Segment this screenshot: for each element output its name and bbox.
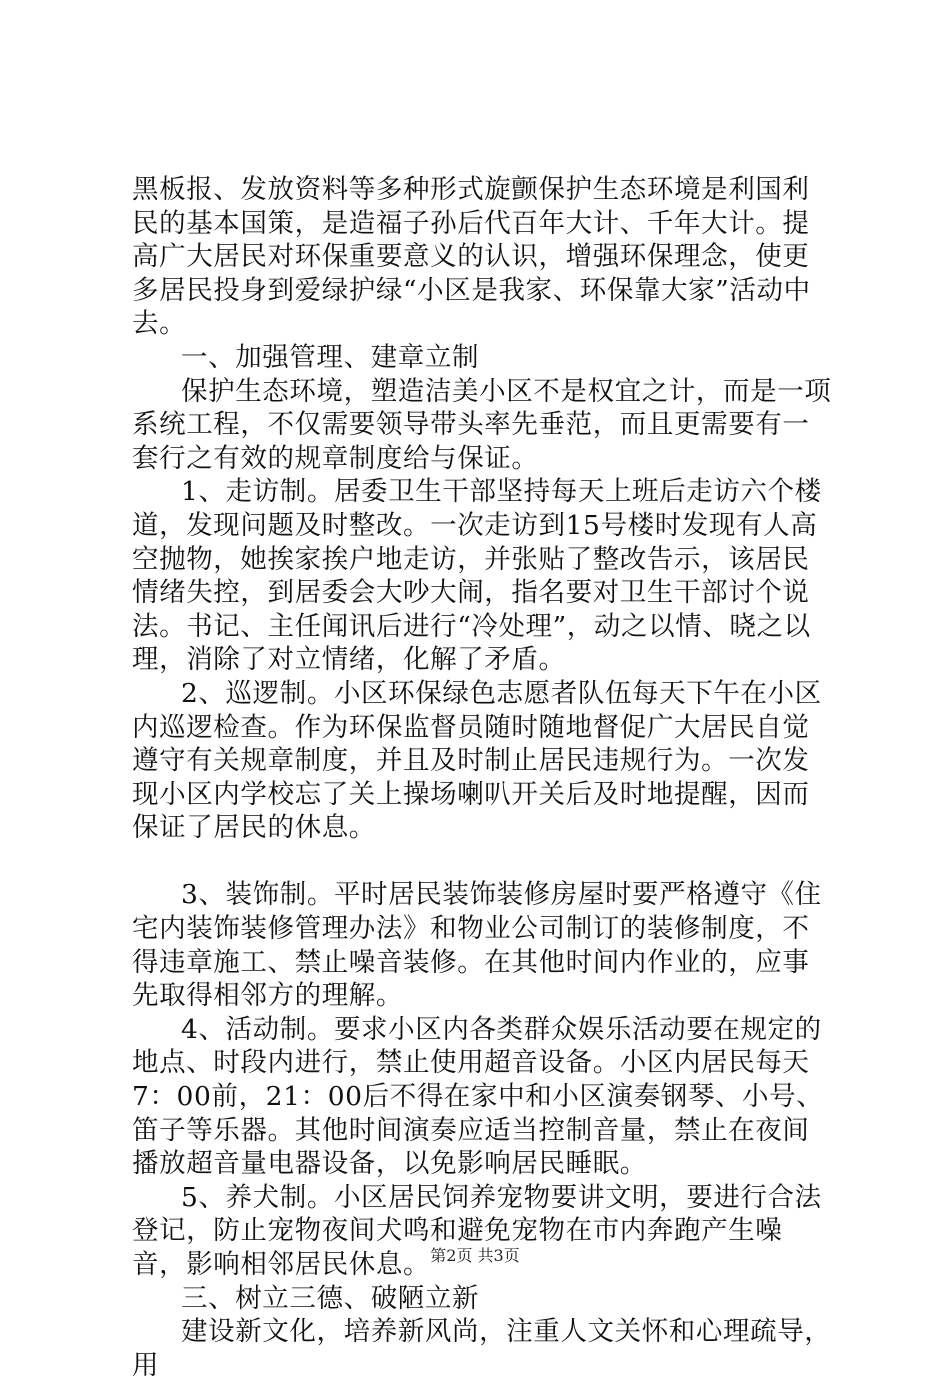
paragraph-activity-system: 4、活动制。要求小区内各类群众娱乐活动要在规定的地点、时段内进行，禁止使用超音设备。小区内居民每天7：00前，21：00后不得在家中和小区演奏钢琴、小号、笛子等乐器。其他时间演奏应适当控制音量，禁止在夜间播放超音量电器设备，以免影响居民睡眠。 — [132, 1013, 824, 1180]
paragraph-visit-system: 1、走访制。居委卫生干部坚持每天上班后走访六个楼道，发现问题及时整改。一次走访到15号楼时发现有人高空抛物，她挨家挨户地走访，并张贴了整改告示，该居民情绪失控，到居委会大吵大闹，指名要对卫生干部讨个说法。书记、主任闻讯后进行“冷处理”，动之以情、晓之以理，消除了对立情绪，化解了矛盾。 — [132, 476, 822, 676]
blank-line — [132, 845, 832, 879]
paragraph-section-1-intro: 保护生态环境，塑造洁美小区不是权宜之计，而是一项系统工程，不仅需要领导带头率先垂范，而且更需要有一套行之有效的规章制度给与保证。 — [132, 375, 832, 474]
paragraph-dog-system: 5、养犬制。小区居民饲养宠物要讲文明，要进行合法登记，防止宠物夜间犬鸣和避免宠物在市内奔跑产生噪音，影响相邻居民休息。 — [132, 1181, 822, 1280]
page-footer: 第2页 共3页 — [430, 1246, 520, 1265]
paragraph-decoration-system: 3、装饰制。平时居民装饰装修房屋时要严格遵守《住宅内装饰装修管理办法》和物业公司制订的装修制度，不得违章施工、禁止噪音装修。在其他时间内作业的，应事先取得相邻方的理解。 — [132, 879, 822, 1012]
paragraph-patrol-system: 2、巡逻制。小区环保绿色志愿者队伍每天下午在小区内巡逻检查。作为环保监督员随时随地督促广大居民自觉遵守有关规章制度，并且及时制止居民违规行为。一次发现小区内学校忘了关上操场喇叭开关后及时地提醒，因而保证了居民的休息。 — [132, 677, 822, 844]
paragraph-intro: 黑板报、发放资料等多种形式旋颤保护生态环境是利国利民的基本国策，是造福子孙后代百年大计、千年大计。提高广大居民对环保重要意义的认识，增强环保理念，使更多居民投身到爱绿护绿“小区是我家、环保靠大家”活动中去。 — [132, 174, 811, 340]
paragraph-section-3-intro: 建设新文化，培养新风尚，注重人文关怀和心理疏导，用 — [132, 1316, 832, 1381]
section-heading-3: 三、树立三德、破陋立新 — [181, 1282, 480, 1314]
section-heading-1: 一、加强管理、建章立制 — [181, 341, 480, 373]
document-body — [132, 173, 832, 1382]
